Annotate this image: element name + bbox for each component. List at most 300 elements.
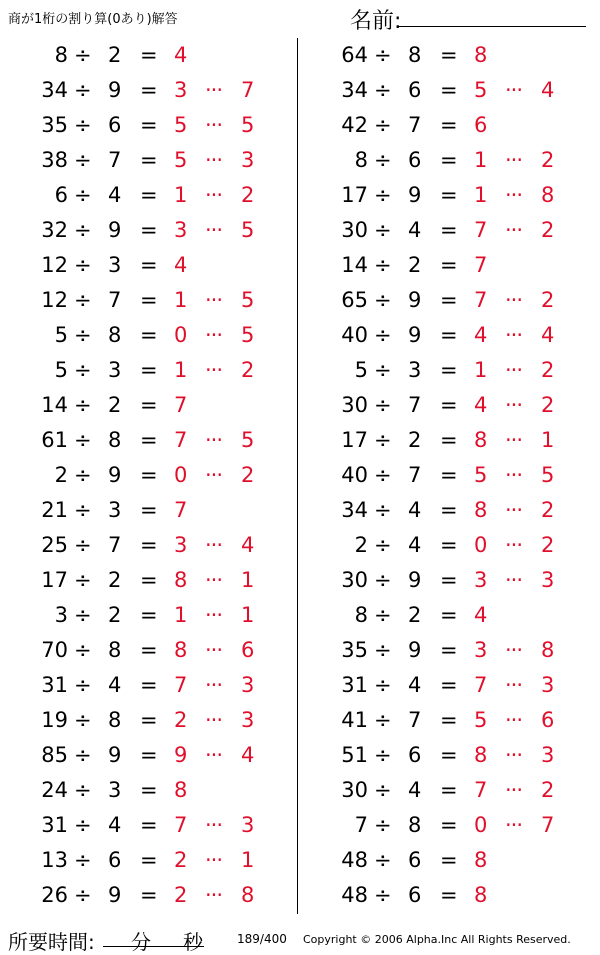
problem-row [300, 38, 598, 73]
divide-sign: ÷ [374, 498, 392, 522]
divisor: 2 [408, 253, 422, 277]
quotient-answer: 8 [474, 848, 488, 872]
dividend: 42 [341, 113, 368, 137]
dividend: 31 [341, 673, 368, 697]
remainder-answer: 2 [541, 148, 555, 172]
divisor: 6 [108, 848, 122, 872]
remainder-dots: ··· [505, 183, 523, 207]
problem-row [0, 318, 298, 353]
equals-sign: = [440, 288, 458, 312]
quotient-answer: 5 [474, 78, 488, 102]
remainder-dots: ··· [505, 498, 523, 522]
problem-row [300, 73, 598, 108]
divisor: 3 [408, 358, 422, 382]
remainder-dots: ··· [205, 113, 223, 137]
problem-row [300, 108, 598, 143]
dividend: 30 [341, 218, 368, 242]
remainder-dots: ··· [505, 813, 523, 837]
quotient-answer: 3 [174, 218, 188, 242]
remainder-answer: 7 [541, 813, 555, 837]
divide-sign: ÷ [374, 638, 392, 662]
dividend: 17 [341, 428, 368, 452]
divisor: 8 [108, 428, 122, 452]
dividend: 34 [341, 78, 368, 102]
equals-sign: = [140, 288, 158, 312]
divide-sign: ÷ [74, 393, 92, 417]
remainder-answer: 4 [241, 533, 255, 557]
divide-sign: ÷ [374, 358, 392, 382]
remainder-dots: ··· [205, 568, 223, 592]
dividend: 31 [41, 813, 68, 837]
equals-sign: = [140, 463, 158, 487]
quotient-answer: 7 [174, 673, 188, 697]
remainder-dots: ··· [505, 778, 523, 802]
quotient-answer: 7 [474, 673, 488, 697]
remainder-dots: ··· [205, 708, 223, 732]
divisor: 3 [108, 358, 122, 382]
equals-sign: = [440, 148, 458, 172]
remainder-answer: 2 [541, 288, 555, 312]
divide-sign: ÷ [74, 533, 92, 557]
equals-sign: = [440, 393, 458, 417]
equals-sign: = [440, 603, 458, 627]
column-divider [297, 38, 298, 914]
divide-sign: ÷ [374, 428, 392, 452]
quotient-answer: 2 [174, 708, 188, 732]
divide-sign: ÷ [374, 568, 392, 592]
dividend: 85 [41, 743, 68, 767]
divisor: 4 [408, 498, 422, 522]
divide-sign: ÷ [374, 813, 392, 837]
divide-sign: ÷ [374, 288, 392, 312]
remainder-dots: ··· [205, 78, 223, 102]
remainder-dots: ··· [505, 218, 523, 242]
divisor: 7 [108, 533, 122, 557]
dividend: 12 [41, 288, 68, 312]
divide-sign: ÷ [374, 708, 392, 732]
remainder-dots: ··· [505, 288, 523, 312]
remainder-answer: 1 [541, 428, 555, 452]
divisor: 4 [108, 813, 122, 837]
remainder-dots: ··· [205, 428, 223, 452]
divisor: 4 [108, 673, 122, 697]
remainder-dots: ··· [505, 533, 523, 557]
remainder-answer: 5 [241, 288, 255, 312]
remainder-answer: 2 [541, 533, 555, 557]
remainder-answer: 4 [241, 743, 255, 767]
dividend: 6 [54, 183, 68, 207]
remainder-answer: 2 [541, 218, 555, 242]
divide-sign: ÷ [74, 778, 92, 802]
equals-sign: = [440, 568, 458, 592]
quotient-answer: 9 [174, 743, 188, 767]
dividend: 35 [341, 638, 368, 662]
dividend: 24 [41, 778, 68, 802]
remainder-answer: 6 [541, 708, 555, 732]
dividend: 34 [41, 78, 68, 102]
problem-row [0, 178, 298, 213]
divisor: 6 [108, 113, 122, 137]
problem-row [300, 283, 598, 318]
problem-row [300, 738, 598, 773]
divide-sign: ÷ [74, 358, 92, 382]
problem-row [300, 773, 598, 808]
remainder-answer: 5 [241, 218, 255, 242]
dividend: 5 [54, 358, 68, 382]
problem-row [300, 843, 598, 878]
problem-row [300, 248, 598, 283]
equals-sign: = [440, 463, 458, 487]
remainder-dots: ··· [505, 323, 523, 347]
divide-sign: ÷ [74, 813, 92, 837]
remainder-dots: ··· [505, 638, 523, 662]
equals-sign: = [440, 708, 458, 732]
problem-row [0, 528, 298, 563]
equals-sign: = [440, 883, 458, 907]
divisor: 3 [108, 253, 122, 277]
equals-sign: = [440, 113, 458, 137]
remainder-dots: ··· [505, 148, 523, 172]
divide-sign: ÷ [74, 113, 92, 137]
remainder-answer: 4 [541, 78, 555, 102]
equals-sign: = [440, 323, 458, 347]
divisor: 4 [408, 778, 422, 802]
divisor: 9 [408, 323, 422, 347]
remainder-dots: ··· [205, 288, 223, 312]
remainder-answer: 5 [241, 323, 255, 347]
seconds-label: 秒 [183, 930, 203, 954]
divisor: 8 [108, 638, 122, 662]
dividend: 2 [354, 533, 368, 557]
equals-sign: = [140, 393, 158, 417]
remainder-answer: 6 [241, 638, 255, 662]
page-number: 189/400 [237, 932, 287, 946]
divisor: 9 [408, 183, 422, 207]
quotient-answer: 0 [174, 323, 188, 347]
divide-sign: ÷ [74, 253, 92, 277]
dividend: 40 [341, 463, 368, 487]
equals-sign: = [140, 183, 158, 207]
divide-sign: ÷ [74, 218, 92, 242]
equals-sign: = [440, 813, 458, 837]
divide-sign: ÷ [374, 43, 392, 67]
equals-sign: = [140, 778, 158, 802]
equals-sign: = [140, 498, 158, 522]
problem-row [0, 248, 298, 283]
equals-sign: = [140, 148, 158, 172]
remainder-answer: 2 [541, 393, 555, 417]
problem-row [300, 388, 598, 423]
divide-sign: ÷ [74, 148, 92, 172]
problem-row [300, 318, 598, 353]
divide-sign: ÷ [374, 183, 392, 207]
divisor: 2 [108, 568, 122, 592]
quotient-answer: 8 [174, 778, 188, 802]
divisor: 4 [408, 218, 422, 242]
remainder-answer: 3 [241, 148, 255, 172]
remainder-answer: 2 [541, 498, 555, 522]
problem-row [0, 843, 298, 878]
remainder-dots: ··· [505, 428, 523, 452]
problem-row [0, 213, 298, 248]
divisor: 6 [408, 743, 422, 767]
remainder-answer: 2 [241, 183, 255, 207]
quotient-answer: 3 [174, 533, 188, 557]
divide-sign: ÷ [374, 743, 392, 767]
problem-row [0, 808, 298, 843]
problem-row [0, 633, 298, 668]
quotient-answer: 7 [474, 778, 488, 802]
dividend: 48 [341, 883, 368, 907]
divisor: 8 [408, 43, 422, 67]
divisor: 9 [108, 78, 122, 102]
remainder-dots: ··· [205, 848, 223, 872]
quotient-answer: 5 [174, 148, 188, 172]
problem-row [0, 738, 298, 773]
left-problem-column [0, 38, 298, 913]
dividend: 17 [41, 568, 68, 592]
remainder-answer: 3 [241, 673, 255, 697]
remainder-dots: ··· [505, 708, 523, 732]
divisor: 8 [108, 708, 122, 732]
divide-sign: ÷ [374, 323, 392, 347]
divide-sign: ÷ [374, 883, 392, 907]
divisor: 7 [408, 113, 422, 137]
divisor: 9 [108, 883, 122, 907]
remainder-answer: 5 [541, 463, 555, 487]
divide-sign: ÷ [74, 708, 92, 732]
remainder-dots: ··· [505, 463, 523, 487]
remainder-dots: ··· [505, 78, 523, 102]
name-label: 名前: [350, 9, 402, 34]
remainder-answer: 8 [541, 638, 555, 662]
name-input-line[interactable] [398, 26, 586, 27]
remainder-answer: 4 [541, 323, 555, 347]
divide-sign: ÷ [74, 883, 92, 907]
problem-row [300, 633, 598, 668]
divide-sign: ÷ [74, 603, 92, 627]
remainder-answer: 5 [241, 428, 255, 452]
problem-row [300, 143, 598, 178]
remainder-answer: 3 [241, 813, 255, 837]
problem-row [0, 143, 298, 178]
problem-row [0, 423, 298, 458]
divisor: 3 [108, 498, 122, 522]
dividend: 3 [54, 603, 68, 627]
equals-sign: = [140, 428, 158, 452]
problem-row [300, 563, 598, 598]
quotient-answer: 2 [174, 883, 188, 907]
dividend: 65 [341, 288, 368, 312]
divisor: 6 [408, 883, 422, 907]
divisor: 6 [408, 148, 422, 172]
remainder-answer: 2 [541, 358, 555, 382]
equals-sign: = [440, 358, 458, 382]
divide-sign: ÷ [74, 78, 92, 102]
divisor: 4 [108, 183, 122, 207]
divide-sign: ÷ [374, 78, 392, 102]
dividend: 38 [41, 148, 68, 172]
dividend: 2 [54, 463, 68, 487]
remainder-answer: 7 [241, 78, 255, 102]
quotient-answer: 1 [474, 358, 488, 382]
dividend: 30 [341, 778, 368, 802]
equals-sign: = [140, 638, 158, 662]
remainder-dots: ··· [205, 638, 223, 662]
remainder-dots: ··· [205, 743, 223, 767]
divide-sign: ÷ [374, 113, 392, 137]
quotient-answer: 8 [174, 638, 188, 662]
problem-row [0, 878, 298, 913]
quotient-answer: 1 [174, 603, 188, 627]
dividend: 41 [341, 708, 368, 732]
problem-row [0, 353, 298, 388]
quotient-answer: 0 [174, 463, 188, 487]
dividend: 30 [341, 393, 368, 417]
divisor: 7 [408, 393, 422, 417]
equals-sign: = [140, 813, 158, 837]
problem-row [0, 283, 298, 318]
quotient-answer: 3 [174, 78, 188, 102]
equals-sign: = [140, 323, 158, 347]
equals-sign: = [140, 568, 158, 592]
divisor: 9 [408, 288, 422, 312]
dividend: 14 [341, 253, 368, 277]
quotient-answer: 7 [474, 288, 488, 312]
divide-sign: ÷ [74, 43, 92, 67]
divide-sign: ÷ [74, 673, 92, 697]
dividend: 32 [41, 218, 68, 242]
divisor: 4 [408, 673, 422, 697]
quotient-answer: 3 [474, 638, 488, 662]
quotient-answer: 8 [474, 743, 488, 767]
divide-sign: ÷ [374, 253, 392, 277]
divisor: 9 [108, 463, 122, 487]
remainder-answer: 1 [241, 603, 255, 627]
divide-sign: ÷ [374, 778, 392, 802]
remainder-dots: ··· [505, 743, 523, 767]
quotient-answer: 8 [474, 498, 488, 522]
divide-sign: ÷ [374, 603, 392, 627]
divide-sign: ÷ [374, 148, 392, 172]
problem-row [300, 423, 598, 458]
divide-sign: ÷ [374, 218, 392, 242]
remainder-answer: 1 [241, 848, 255, 872]
equals-sign: = [140, 848, 158, 872]
divisor: 2 [408, 428, 422, 452]
right-problem-column [300, 38, 598, 913]
equals-sign: = [440, 78, 458, 102]
remainder-answer: 2 [241, 358, 255, 382]
quotient-answer: 7 [474, 218, 488, 242]
problem-row [300, 353, 598, 388]
copyright-notice: Copyright © 2006 Alpha.Inc All Rights Reserved. [303, 933, 571, 946]
remainder-dots: ··· [205, 603, 223, 627]
equals-sign: = [140, 743, 158, 767]
divisor: 9 [108, 218, 122, 242]
problem-row [0, 458, 298, 493]
equals-sign: = [440, 638, 458, 662]
time-label: 所要時間: [8, 930, 95, 954]
remainder-dots: ··· [205, 148, 223, 172]
divisor: 7 [108, 148, 122, 172]
dividend: 21 [41, 498, 68, 522]
equals-sign: = [140, 253, 158, 277]
divisor: 2 [108, 393, 122, 417]
quotient-answer: 7 [174, 813, 188, 837]
equals-sign: = [140, 43, 158, 67]
divide-sign: ÷ [374, 533, 392, 557]
divide-sign: ÷ [74, 183, 92, 207]
quotient-answer: 1 [174, 183, 188, 207]
problem-row [300, 213, 598, 248]
dividend: 5 [354, 358, 368, 382]
equals-sign: = [140, 78, 158, 102]
problem-row [0, 668, 298, 703]
remainder-dots: ··· [205, 183, 223, 207]
equals-sign: = [140, 673, 158, 697]
equals-sign: = [440, 253, 458, 277]
equals-sign: = [140, 113, 158, 137]
dividend: 17 [341, 183, 368, 207]
problem-row [0, 38, 298, 73]
problem-row [0, 108, 298, 143]
dividend: 48 [341, 848, 368, 872]
remainder-dots: ··· [205, 533, 223, 557]
divisor: 9 [408, 638, 422, 662]
divide-sign: ÷ [74, 743, 92, 767]
equals-sign: = [440, 848, 458, 872]
equals-sign: = [440, 778, 458, 802]
divisor: 8 [108, 323, 122, 347]
quotient-answer: 4 [174, 253, 188, 277]
equals-sign: = [440, 43, 458, 67]
worksheet-title: 商が1桁の割り算(0あり)解答 [8, 12, 178, 27]
divisor: 2 [408, 603, 422, 627]
remainder-dots: ··· [205, 358, 223, 382]
problem-row [0, 563, 298, 598]
problem-row [300, 598, 598, 633]
quotient-answer: 1 [174, 288, 188, 312]
remainder-dots: ··· [505, 358, 523, 382]
equals-sign: = [140, 358, 158, 382]
divisor: 6 [408, 78, 422, 102]
remainder-answer: 2 [241, 463, 255, 487]
divisor: 7 [408, 463, 422, 487]
quotient-answer: 1 [174, 358, 188, 382]
dividend: 70 [41, 638, 68, 662]
remainder-answer: 8 [541, 183, 555, 207]
problem-row [0, 73, 298, 108]
quotient-answer: 3 [474, 568, 488, 592]
dividend: 25 [41, 533, 68, 557]
divide-sign: ÷ [74, 288, 92, 312]
dividend: 14 [41, 393, 68, 417]
equals-sign: = [440, 218, 458, 242]
remainder-answer: 5 [241, 113, 255, 137]
problem-row [0, 773, 298, 808]
equals-sign: = [440, 533, 458, 557]
divide-sign: ÷ [74, 498, 92, 522]
dividend: 26 [41, 883, 68, 907]
remainder-answer: 8 [241, 883, 255, 907]
divisor: 9 [408, 568, 422, 592]
dividend: 19 [41, 708, 68, 732]
divisor: 6 [408, 848, 422, 872]
divisor: 7 [408, 708, 422, 732]
quotient-answer: 4 [174, 43, 188, 67]
quotient-answer: 1 [474, 148, 488, 172]
